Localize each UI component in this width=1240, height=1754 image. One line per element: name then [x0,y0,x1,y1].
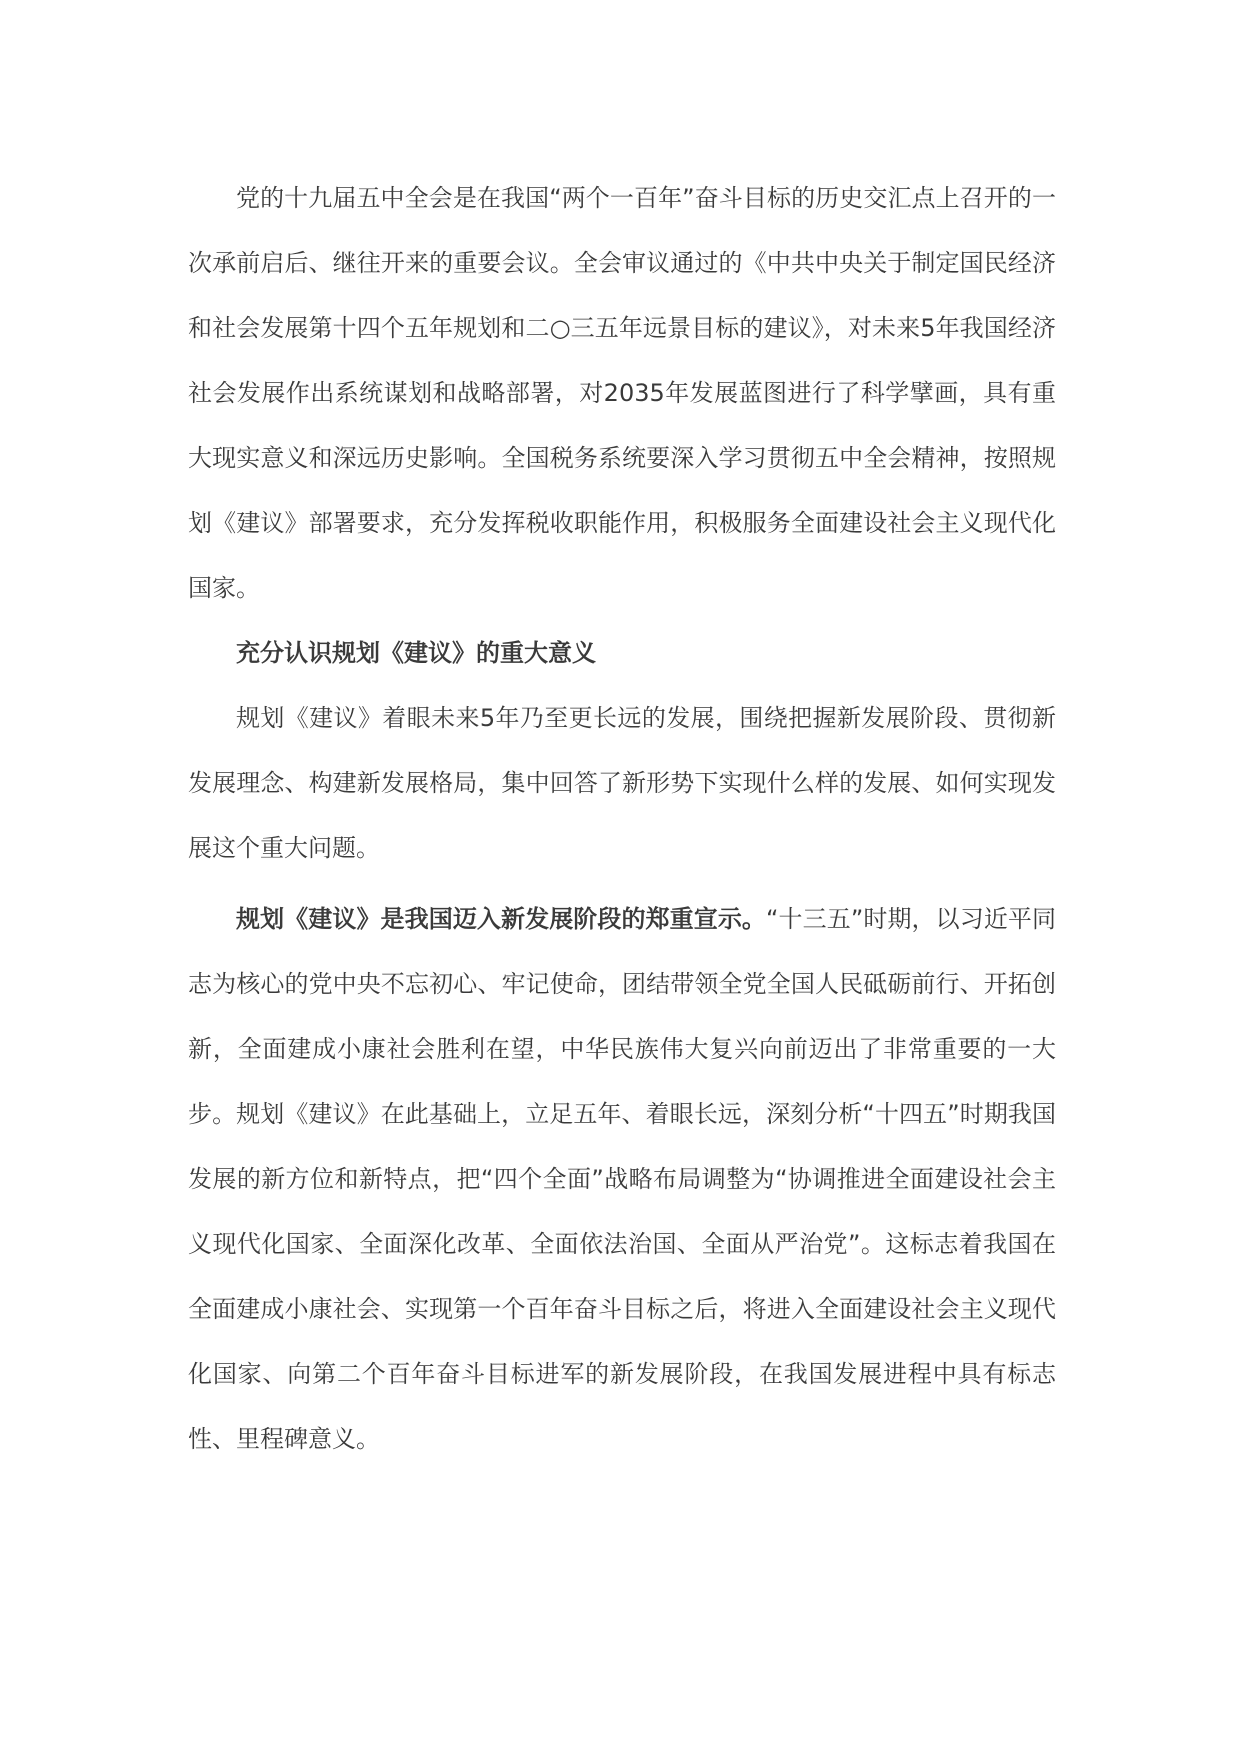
paragraph-overview: 规划《建议》着眼未来5年乃至更长远的发展，围绕把握新发展阶段、贯彻新发展理念、构建新发展格局，集中回答了新形势下实现什么样的发展、如何实现发展这个重大问题。 [188,704,1056,862]
paragraph-declaration [188,887,1056,1472]
paragraph-declaration-lead: 规划《建议》是我国迈入新发展阶段的郑重宣示。 [236,905,767,933]
document-body [188,166,1056,1472]
paragraph-intro: 党的十九届五中全会是在我国“两个一百年”奋斗目标的历史交汇点上召开的一次承前启后、继往开来的重要会议。全会审议通过的《中共中央关于制定国民经济和社会发展第十四个五年规划和二○三五年远景目标的建议》，对未来5年我国经济社会发展作出系统谋划和战略部署，对2035年发展蓝图进行了科学擘画，具有重大现实意义和深远历史影响。全国税务系统要深入学习贯彻五中全会精神，按照规划《建议》部署要求，充分发挥税收职能作用，积极服务全面建设社会主义现代化国家。 [188,184,1056,602]
section-heading: 充分认识规划《建议》的重大意义 [236,639,596,667]
paragraph-declaration-body: “十三五”时期，以习近平同志为核心的党中央不忘初心、牢记使命，团结带领全党全国人民砥砺前行、开拓创新，全面建成小康社会胜利在望，中华民族伟大复兴向前迈出了非常重要的一大步。规划《建议》在此基础上，立足五年、着眼长远，深刻分析“十四五”时期我国发展的新方位和新特点，把“四个全面”战略布局调整为“协调推进全面建设社会主义现代化国家、全面深化改革、全面依法治国、全面从严治党”。这标志着我国在全面建成小康社会、实现第一个百年奋斗目标之后，将进入全面建设社会主义现代化国家、向第二个百年奋斗目标进军的新发展阶段，在我国发展进程中具有标志性、里程碑意义。 [188,905,1057,1453]
